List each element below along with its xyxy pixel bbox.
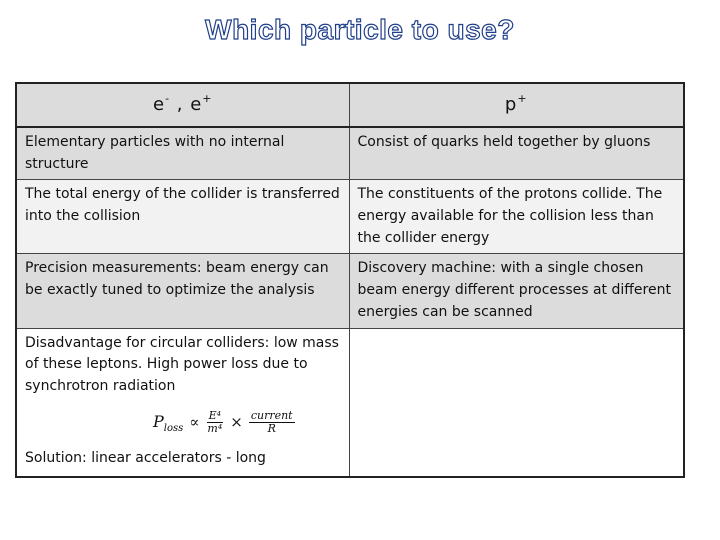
table-cell-right: Consist of quarks held together by gluons (349, 127, 684, 180)
table-row (16, 127, 684, 180)
power-loss-formula (153, 410, 295, 437)
solution-text: Solution: linear accelerators - long (25, 450, 266, 467)
formula-numerator-current: current (250, 409, 293, 423)
disadvantage-text: Disadvantage for circular colliders: low mass of these leptons. High power loss due to synchrotron radiation (25, 334, 339, 394)
page-title: Which particle to use? (205, 14, 515, 45)
header-left-sup-plus: + (202, 92, 213, 105)
header-right-sup: + (517, 92, 528, 105)
table-row (16, 180, 684, 254)
comparison-table (15, 82, 685, 478)
table-cell-right-empty (349, 328, 684, 477)
table-row (16, 328, 684, 477)
table-row (16, 254, 684, 328)
header-left-sup-minus: - (165, 92, 171, 105)
formula-proportional: ∝ (189, 413, 200, 432)
table-cell-right: The constituents of the protons collide. The energy available for the collision less than the collider energy (349, 180, 684, 254)
table-cell-right: Discovery machine: with a single chosen beam energy different processes at different energies can be scanned (349, 254, 684, 328)
formula-fraction-energy-mass (205, 410, 224, 435)
formula-denominator-mass: m⁴ (207, 422, 223, 436)
formula-denominator-radius: R (267, 422, 276, 436)
table-cell-left: Precision measurements: beam energy can be exactly tuned to optimize the analysis (16, 254, 349, 328)
formula-loss-subscript: loss (163, 422, 184, 434)
formula-numerator-energy: E⁴ (208, 409, 222, 423)
header-left-base: e (152, 94, 166, 115)
table-cell-left: Elementary particles with no internal structure (16, 127, 349, 180)
header-electron-positron (16, 83, 349, 127)
header-proton (349, 83, 684, 127)
header-right-base: p (504, 94, 518, 115)
table-header-row (16, 83, 684, 127)
table-cell-left (16, 328, 349, 477)
header-left-mid: , e (170, 94, 203, 115)
table-cell-left: The total energy of the collider is transferred into the collision (16, 180, 349, 254)
formula-times: × (230, 413, 243, 432)
formula-p: P (153, 411, 164, 431)
formula-lhs (153, 410, 183, 437)
formula-fraction-current-radius (249, 410, 295, 435)
